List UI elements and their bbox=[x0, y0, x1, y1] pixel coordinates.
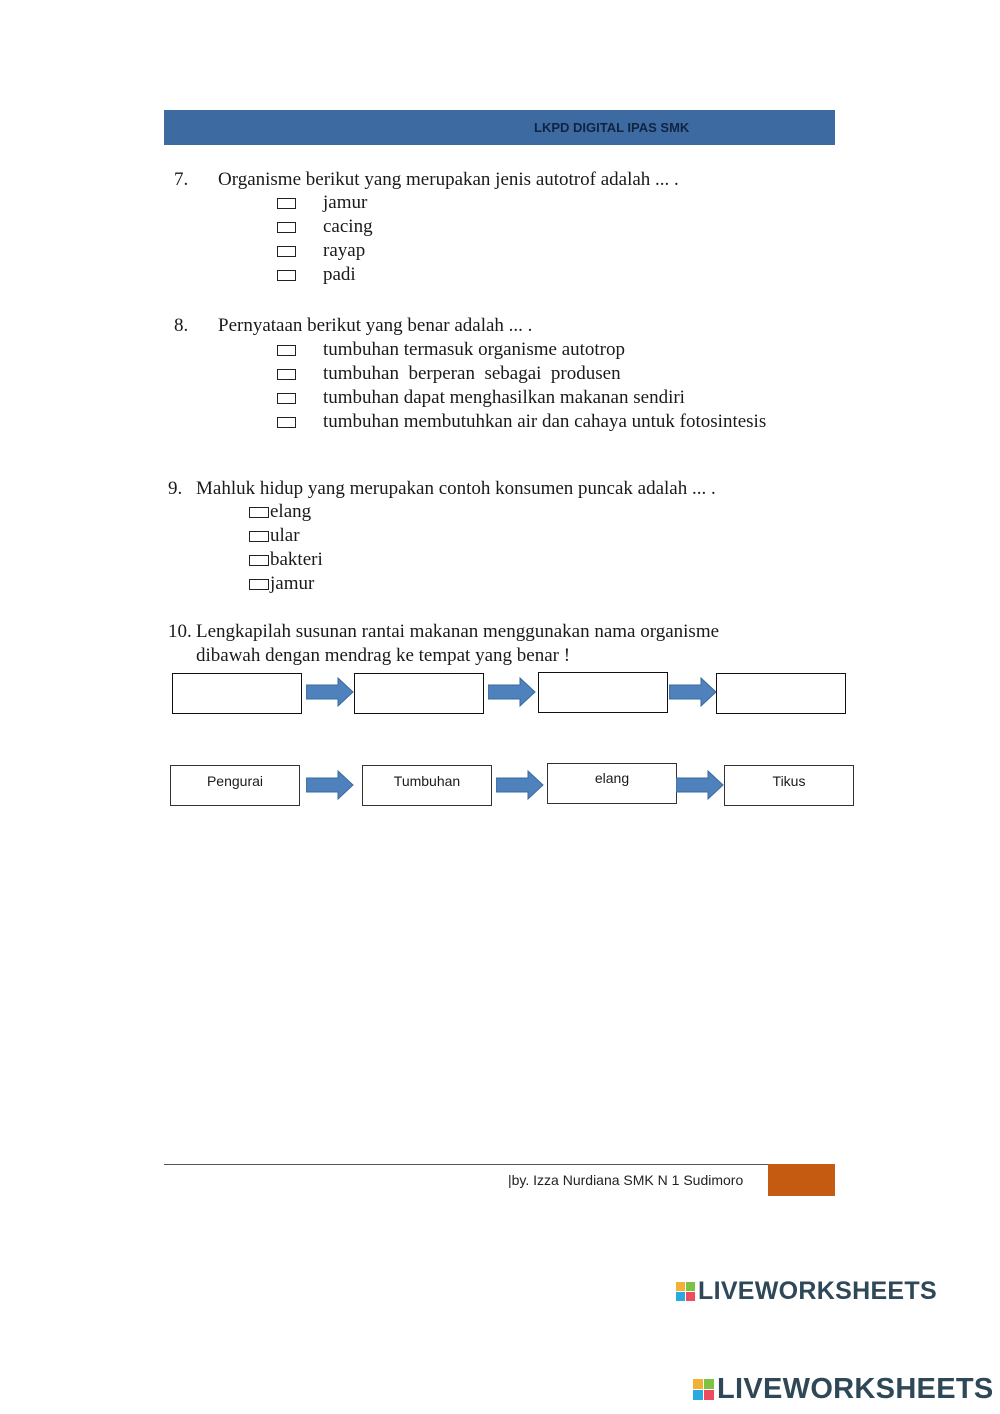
header-bar bbox=[164, 110, 835, 145]
arrow-right-icon bbox=[306, 770, 354, 800]
footer-divider bbox=[164, 1164, 768, 1165]
draggable-word-tumbuhan[interactable]: Tumbuhan bbox=[362, 765, 492, 806]
q7-checkbox-2[interactable] bbox=[277, 222, 296, 233]
q7-checkbox-3[interactable] bbox=[277, 246, 296, 257]
arrow-right-icon bbox=[676, 770, 724, 800]
question-7-number: 7. bbox=[174, 169, 189, 190]
draggable-word-tikus[interactable]: Tikus bbox=[724, 765, 854, 806]
liveworksheets-mark-icon bbox=[676, 1282, 695, 1301]
q7-option-3[interactable] bbox=[277, 240, 365, 262]
footer-credit: |by. Izza Nurdiana SMK N 1 Sudimoro bbox=[508, 1172, 744, 1188]
q9-checkbox-3[interactable] bbox=[249, 555, 269, 566]
draggable-word-pengurai[interactable]: Pengurai bbox=[170, 765, 300, 806]
q8-option-3[interactable] bbox=[277, 387, 685, 409]
question-10-text-line1: Lengkapilah susunan rantai makanan menggunakan nama organisme bbox=[196, 621, 720, 642]
q7-option-label: rayap bbox=[323, 240, 366, 261]
q8-option-1[interactable] bbox=[277, 339, 625, 361]
liveworksheets-mark-icon bbox=[693, 1379, 714, 1400]
q9-option-4[interactable] bbox=[249, 573, 314, 595]
q8-checkbox-3[interactable] bbox=[277, 393, 296, 404]
drop-target-4[interactable] bbox=[716, 673, 846, 714]
q9-option-label: elang bbox=[270, 501, 312, 522]
q7-checkbox-4[interactable] bbox=[277, 270, 296, 281]
liveworksheets-logo-text: LIVEWORKSHEETS bbox=[717, 1373, 994, 1405]
liveworksheets-logo bbox=[676, 1277, 937, 1306]
arrow-right-icon bbox=[496, 770, 544, 800]
q9-checkbox-2[interactable] bbox=[249, 531, 269, 542]
q9-option-label: jamur bbox=[270, 573, 315, 594]
question-9-number: 9. bbox=[168, 478, 183, 499]
question-7-text: Organisme berikut yang merupakan jenis autotrof adalah ... . bbox=[218, 169, 679, 190]
header-title: LKPD DIGITAL IPAS SMK bbox=[534, 120, 690, 135]
liveworksheets-logo-text: LIVEWORKSHEETS bbox=[698, 1277, 937, 1305]
arrow-right-icon bbox=[669, 677, 717, 707]
q9-checkbox-1[interactable] bbox=[249, 507, 269, 518]
q8-checkbox-4[interactable] bbox=[277, 417, 296, 428]
q7-option-label: jamur bbox=[323, 192, 368, 213]
drop-target-3[interactable] bbox=[538, 672, 668, 713]
q7-option-1[interactable] bbox=[277, 192, 367, 214]
q8-option-4[interactable] bbox=[277, 411, 766, 433]
q9-option-label: bakteri bbox=[270, 549, 323, 570]
q8-checkbox-1[interactable] bbox=[277, 345, 296, 356]
drop-target-1[interactable] bbox=[172, 673, 302, 714]
question-8-text: Pernyataan berikut yang benar adalah ... . bbox=[218, 315, 533, 336]
q7-checkbox-1[interactable] bbox=[277, 198, 296, 209]
q7-option-2[interactable] bbox=[277, 216, 373, 238]
q8-option-2[interactable] bbox=[277, 363, 621, 385]
q8-option-label: tumbuhan dapat menghasilkan makanan sendiri bbox=[323, 387, 685, 408]
footer-accent-block bbox=[768, 1164, 835, 1196]
q9-checkbox-4[interactable] bbox=[249, 579, 269, 590]
q8-option-label: tumbuhan termasuk organisme autotrop bbox=[323, 339, 626, 360]
liveworksheets-logo-bottom bbox=[693, 1373, 994, 1406]
question-10-text-line2: dibawah dengan mendrag ke tempat yang benar ! bbox=[196, 645, 571, 666]
q9-option-2[interactable] bbox=[249, 525, 300, 547]
arrow-right-icon bbox=[306, 677, 354, 707]
drop-target-2[interactable] bbox=[354, 673, 484, 714]
question-10-number: 10. bbox=[168, 621, 192, 642]
q9-option-3[interactable] bbox=[249, 549, 323, 571]
q7-option-label: cacing bbox=[323, 216, 373, 237]
q7-option-4[interactable] bbox=[277, 264, 356, 286]
q8-option-label: tumbuhan membutuhkan air dan cahaya untuk fotosintesis bbox=[323, 411, 767, 432]
q9-option-1[interactable] bbox=[249, 501, 311, 523]
question-9-text: Mahluk hidup yang merupakan contoh konsumen puncak adalah ... . bbox=[196, 478, 716, 499]
draggable-word-elang[interactable]: elang bbox=[547, 763, 677, 804]
question-8-number: 8. bbox=[174, 315, 189, 336]
q7-option-label: padi bbox=[323, 264, 356, 285]
q8-checkbox-2[interactable] bbox=[277, 369, 296, 380]
arrow-right-icon bbox=[488, 677, 536, 707]
q9-option-label: ular bbox=[270, 525, 300, 546]
q8-option-label: tumbuhan berperan sebagai produsen bbox=[323, 363, 621, 384]
